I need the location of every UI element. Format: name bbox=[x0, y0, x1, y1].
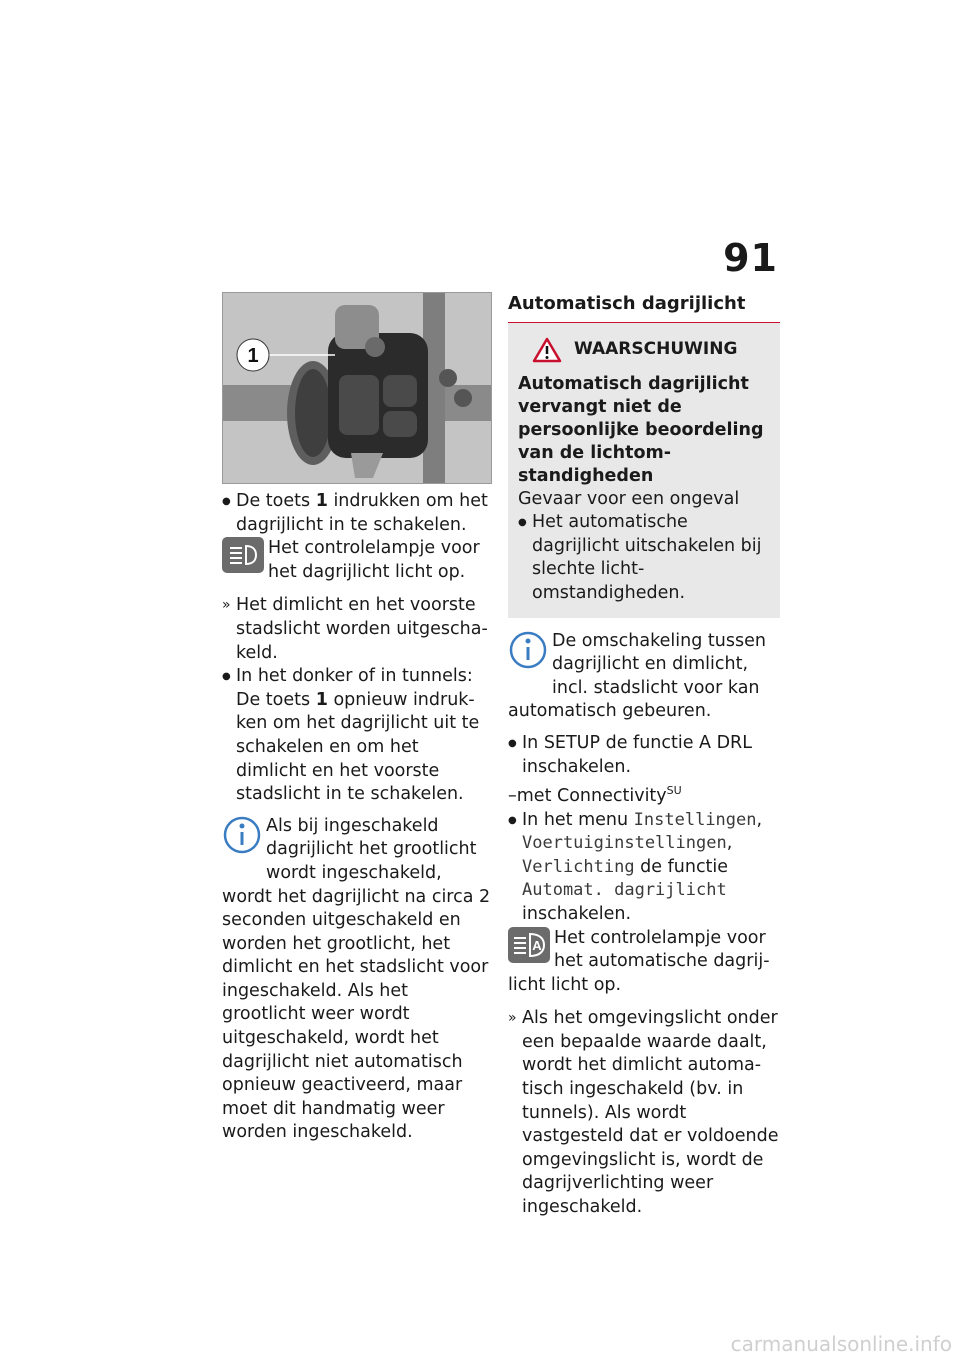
warning-triangle-icon bbox=[532, 337, 562, 363]
svg-text:A: A bbox=[532, 937, 542, 953]
indicator-note-text: Het controlelampje voor het dagrijlicht licht op. bbox=[268, 538, 480, 582]
left-column bbox=[222, 292, 492, 1145]
step-setup: ● In SETUP de functie A DRL inschakelen. bbox=[508, 732, 780, 779]
warning-title: Automatisch dagrijlicht vervangt niet de persoonlijke beoordeling van de lichtomstandigheden bbox=[518, 373, 764, 486]
info-icon bbox=[508, 630, 548, 678]
warning-hazard: Gevaar voor een ongeval bbox=[518, 488, 740, 509]
drl-indicator-icon bbox=[222, 537, 264, 581]
info-note-auto bbox=[508, 630, 780, 724]
auto-drl-indicator-icon bbox=[508, 927, 550, 971]
condition-connectivity: –met Connectivity$^{SU}$ bbox=[508, 784, 682, 806]
menu-path-vehicle-settings: Voertuiginstellingen bbox=[522, 833, 727, 854]
menu-path-lighting: Verlichting bbox=[522, 856, 635, 877]
page-number: 91 bbox=[723, 236, 778, 280]
handlebar-switch-figure bbox=[222, 292, 492, 484]
result-auto-switch: » Als het omgevingslicht onder een bepaalde waarde daalt, wordt het dimlicht automatisch ingeschakeld (bv. in tunnels). Als wordt vastgesteld dat er voldoende omgevingslicht is, wordt de dagrijverlichting weer ingeschakeld. bbox=[508, 1008, 779, 1218]
indicator-note-drl bbox=[222, 537, 492, 584]
warning-action: ● Het automatische dagrijlicht uitschakelen bij slechte lichtomstandigheden. bbox=[518, 511, 770, 605]
step-menu: ● In het menu Instellingen, Voertuiginstellingen, Verlichting de functie Automat. dagrijlicht inschakelen. bbox=[508, 809, 780, 927]
info-note-auto-text: De omschakeling tussen dagrijlicht en dimlicht, incl. stadslicht voor kan automatisch gebeuren. bbox=[508, 630, 766, 722]
step-tunnel: ● In het donker of in tunnels: De toets 1 opnieuw indrukken om het dagrijlicht uit te schakelen en om het dimlicht en het voorste stadslicht in te schakelen. bbox=[222, 665, 492, 807]
step-press-button: ● De toets 1 indrukken om het dagrijlicht in te schakelen. bbox=[222, 490, 492, 537]
info-note-highbeam bbox=[222, 815, 492, 1145]
indicator-note-auto-text: Het controlelampje voor het automatische dagrijlicht licht op. bbox=[508, 927, 770, 995]
menu-path-settings: Instellingen bbox=[633, 809, 757, 830]
warning-box bbox=[508, 323, 780, 618]
watermark: carmanualsonline.info bbox=[730, 1332, 952, 1356]
indicator-note-auto-drl bbox=[508, 927, 780, 998]
figure-callout: 1 bbox=[247, 345, 259, 367]
section-heading: Automatisch dagrijlicht bbox=[508, 293, 746, 314]
result-lights-off: » Het dimlicht en het voorste stadslicht worden uitgeschakeld. bbox=[222, 595, 488, 663]
handlebar-switch-illustration bbox=[223, 293, 492, 484]
right-column bbox=[508, 292, 780, 1220]
warning-label: WAARSCHUWING bbox=[574, 338, 738, 359]
info-icon bbox=[222, 815, 262, 863]
info-note-text: Als bij ingeschakeld dagrijlicht het grootlicht wordt ingeschakeld, wordt het dagrijlicht na circa 2 seconden uitgeschakeld en worden het grootlicht, het dimlicht en het stadslicht voor ingeschakeld. Als het grootlicht weer wordt uitgeschakeld, wordt het dagrijlicht niet automatisch opnieuw geactiveerd, maar moet dit handmatig weer worden ingeschakeld. bbox=[222, 815, 491, 1143]
menu-function-auto-drl: Automat. dagrijlicht bbox=[522, 880, 727, 901]
